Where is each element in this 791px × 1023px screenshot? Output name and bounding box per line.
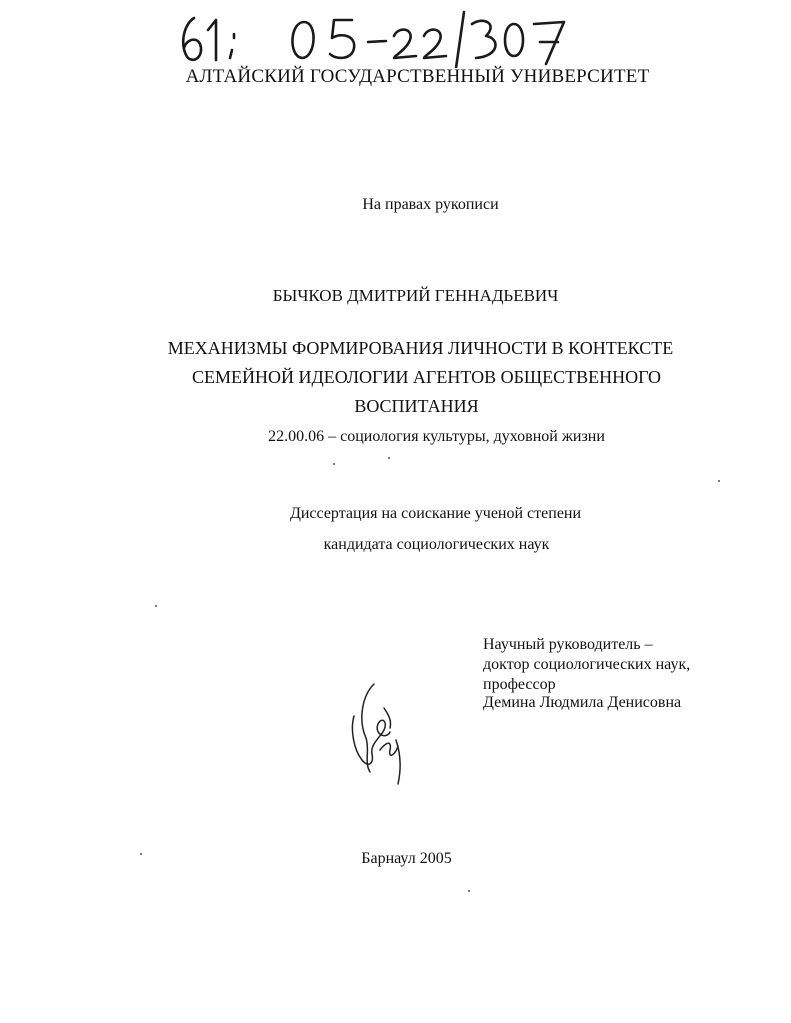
manuscript-rights-note: На правах рукописи — [362, 196, 499, 213]
scan-speck — [388, 457, 390, 459]
city-year: Барнаул 2005 — [361, 850, 452, 867]
dissertation-title-line-3: ВОСПИТАНИЯ — [354, 396, 479, 416]
scan-speck — [333, 463, 335, 465]
degree-line-1: Диссертация на соискание ученой степени — [289, 505, 582, 522]
specialty-code: 22.00.06 – социология культуры, духовной жизни — [268, 428, 605, 445]
supervisor-line-2: доктор социологических наук, — [483, 656, 691, 673]
scan-speck — [718, 480, 720, 482]
dissertation-title-line-2: СЕМЕЙНОЙ ИДЕОЛОГИИ АГЕНТОВ ОБЩЕСТВЕННОГО — [191, 367, 662, 387]
supervisor-line-3: профессор — [483, 676, 556, 693]
supervisor-line-4: Демина Людмила Денисовна — [483, 694, 682, 711]
degree-line-2: кандидата социологических наук — [323, 536, 550, 553]
author-name: БЫЧКОВ ДМИТРИЙ ГЕННАДЬЕВИЧ — [272, 286, 559, 305]
scan-speck — [155, 605, 157, 607]
handwritten-catalog-number — [172, 8, 572, 68]
dissertation-title-line-1: МЕХАНИЗМЫ ФОРМИРОВАНИЯ ЛИЧНОСТИ В КОНТЕКСТЕ — [167, 338, 674, 358]
scan-speck — [468, 890, 470, 892]
signature-icon — [340, 680, 420, 790]
university-name: АЛТАЙСКИЙ ГОСУДАРСТВЕННЫЙ УНИВЕРСИТЕТ — [185, 66, 650, 87]
scan-speck — [140, 853, 142, 855]
supervisor-line-1: Научный руководитель – — [483, 636, 653, 653]
